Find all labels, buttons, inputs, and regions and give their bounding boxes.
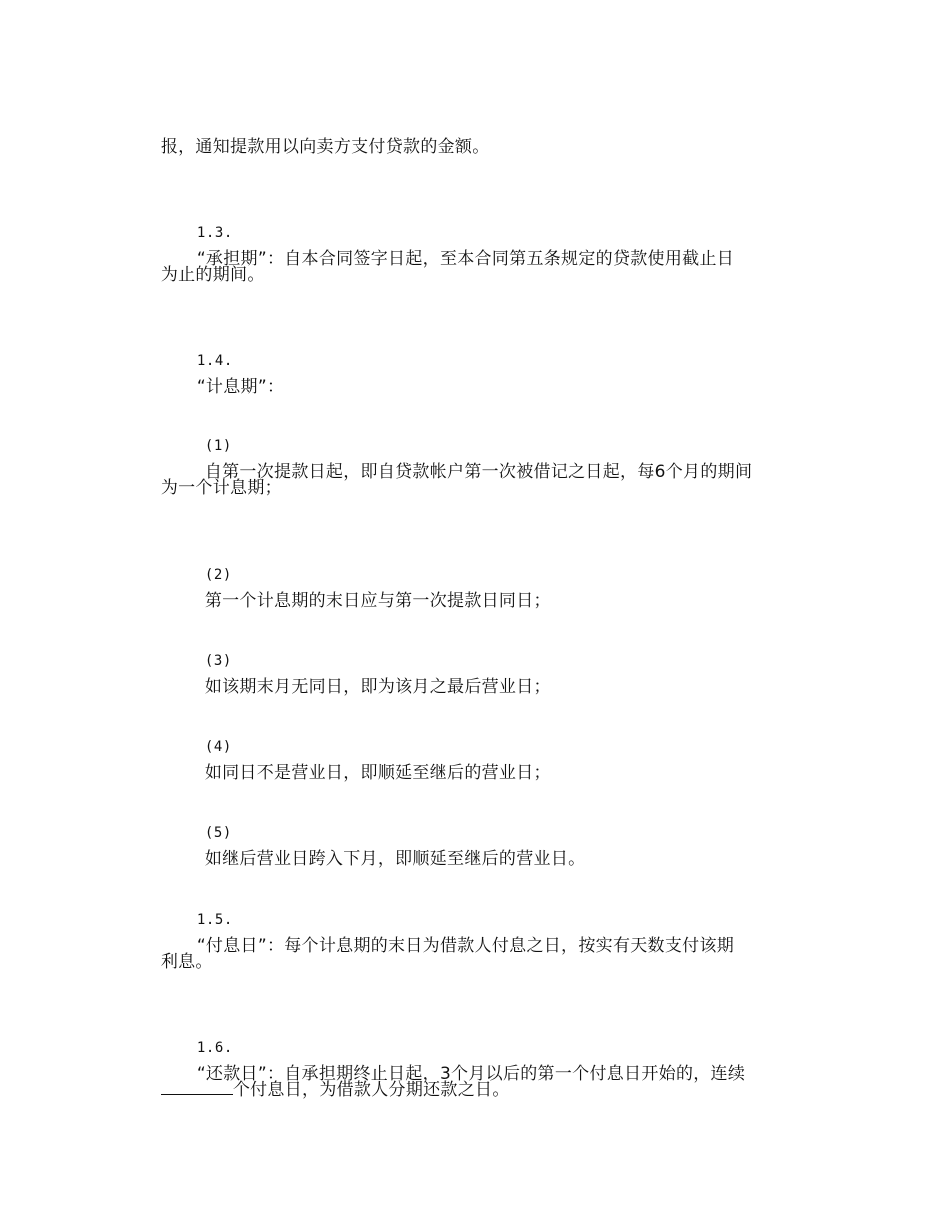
clause-number: 1.3.	[196, 225, 233, 241]
fill-in-blank	[161, 1077, 233, 1095]
paragraph-text: “付息日”：每个计息期的末日为借款人付息之日，按实有天数支付该期	[196, 936, 735, 956]
item-number: (3)	[204, 653, 232, 669]
paragraph-intro-line-1	[138, 108, 490, 186]
paragraph-1-5-line-1	[174, 880, 734, 985]
paragraph-text: “计息期”：	[196, 377, 285, 397]
paragraph-text: 为一个计息期；	[160, 478, 282, 498]
paragraph-text: 自第一次提款日起，即自贷款帐户第一次被借记之日起，每6个月的期间	[204, 462, 753, 482]
paragraph-text: 如同日不是营业日，即顺延至继后的营业日；	[204, 763, 551, 783]
paragraph-text: 如继后营业日跨入下月，即顺延至继后的营业日。	[204, 849, 586, 869]
item-number: (5)	[204, 825, 232, 841]
paragraph-1-5-line-2	[138, 923, 213, 1001]
item-number: (1)	[204, 438, 232, 454]
clause-number: 1.5.	[196, 912, 233, 928]
item-number: (4)	[204, 739, 232, 755]
paragraph-text: “还款日”：自承担期终止日起，3个月以后的第一个付息日开始的，连续	[196, 1064, 746, 1084]
paragraph-text: 报，通知提款用以向卖方支付贷款的金额。	[160, 137, 490, 157]
paragraph-text: 个付息日，为借款人分期还款之日。	[232, 1080, 510, 1100]
clause-number: 1.4.	[196, 353, 233, 369]
paragraph-1-4-1-line-2	[138, 449, 282, 527]
paragraph-text: 为止的期间。	[160, 265, 265, 285]
paragraph-1-6-line-2	[138, 1051, 510, 1129]
item-number: (2)	[204, 567, 232, 583]
paragraph-text: 利息。	[160, 952, 213, 972]
paragraph-1-3-line-2	[138, 236, 265, 314]
paragraph-text: 如该期末月无同日，即为该月之最后营业日；	[204, 677, 551, 697]
paragraph-text: “承担期”：自本合同签字日起，至本合同第五条规定的贷款使用截止日	[196, 249, 735, 269]
clause-number: 1.6.	[196, 1040, 233, 1056]
paragraph-text: 第一个计息期的末日应与第一次提款日同日；	[204, 591, 551, 611]
